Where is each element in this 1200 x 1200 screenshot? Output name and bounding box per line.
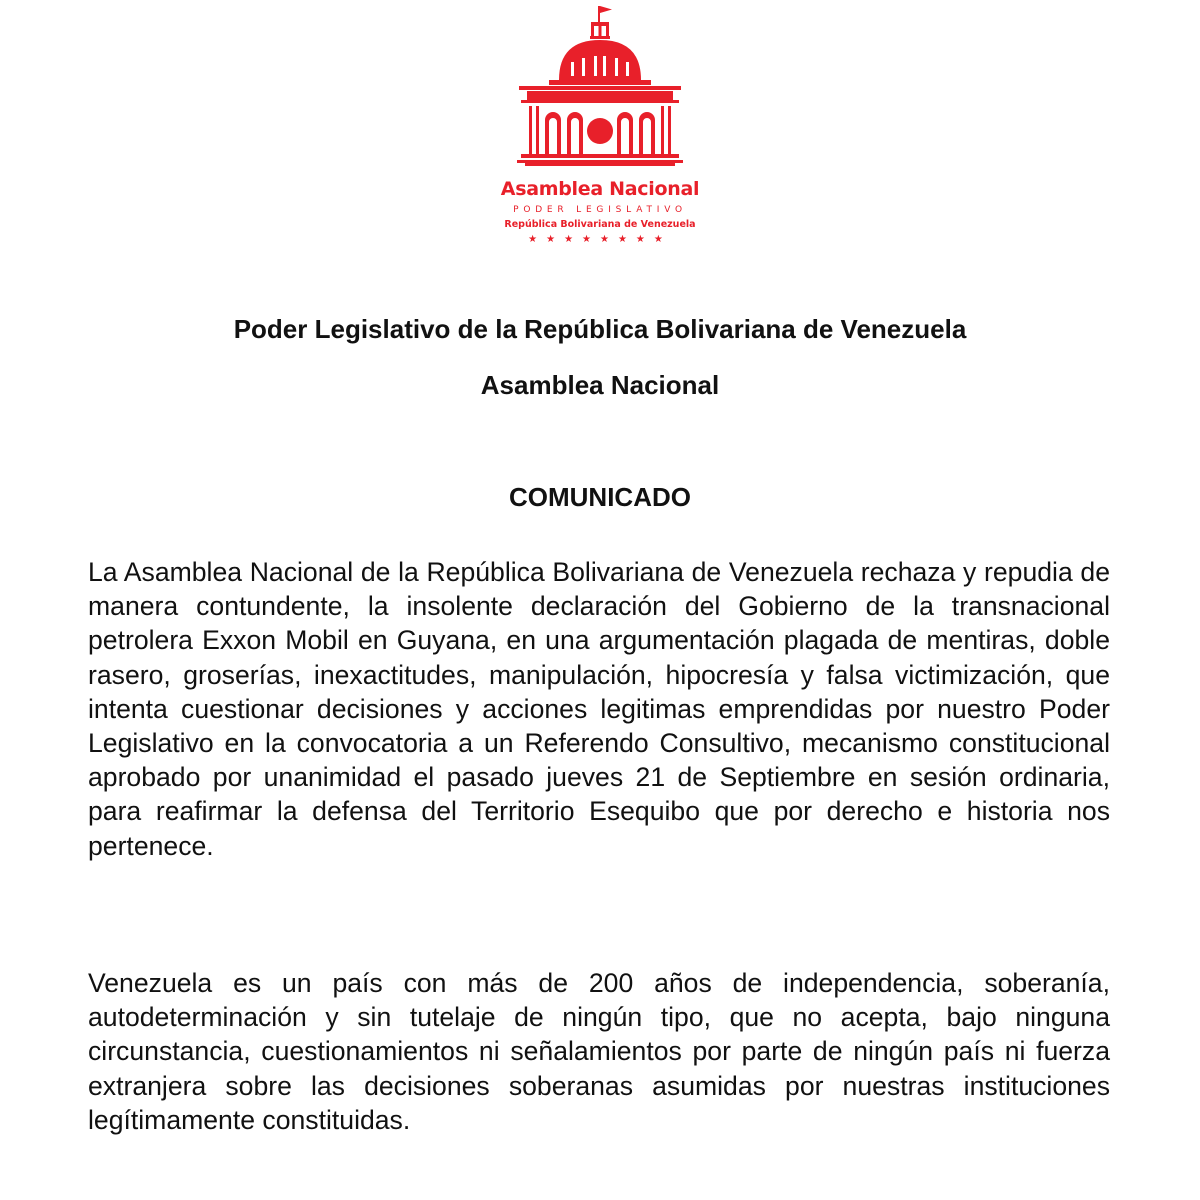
header-line-2: Asamblea Nacional: [480, 370, 720, 400]
logo-subtitle: PODER LEGISLATIVO: [513, 205, 687, 215]
communique-paragraph-1: La Asamblea Nacional de la República Bolivariana de Venezuela rechaza y repudia de manera contundente, la insolente declaración del Gobierno de la transnacional petrolera Exxon Mobil en Guyana, en una argumentación plagada de mentiras, doble rasero, groserías, inexactitudes, manipulación, hipocresía y falsa victimización, que intenta cuestionar decisiones y acciones legitimas emprendidas por nuestro Poder Legislativo en la convocatoria a un Referendo Consultivo, mecanismo constitucional aprobado por unanimidad el pasado jueves 21 de Septiembre en sesión ordinaria, para reafirmar la defensa del Territorio Esequibo que por derecho e historia nos pertenece.: [88, 557, 1110, 861]
logo-stars: ★★★★★★★★: [528, 234, 672, 245]
logo-country: República Bolivariana de Venezuela: [504, 219, 696, 230]
logo-title: Asamblea Nacional: [500, 178, 700, 200]
asamblea-nacional-logo: [499, 0, 701, 258]
communique-title: COMUNICADO: [509, 482, 691, 512]
header-line-1: Poder Legislativo de la República Bolivariana de Venezuela: [233, 314, 967, 344]
capitol-dome-flag-icon: [499, 0, 701, 180]
communique-paragraph-2: Venezuela es un país con más de 200 años de independencia, soberanía, autodeterminación y sin tutelaje de ningún tipo, que no acepta, bajo ninguna circunstancia, cuestionamientos ni señalamientos por parte de ningún país ni fuerza extranjera sobre las decisiones soberanas asumidas por nuestras instituciones legítimamente constituidas.: [88, 968, 1110, 1135]
